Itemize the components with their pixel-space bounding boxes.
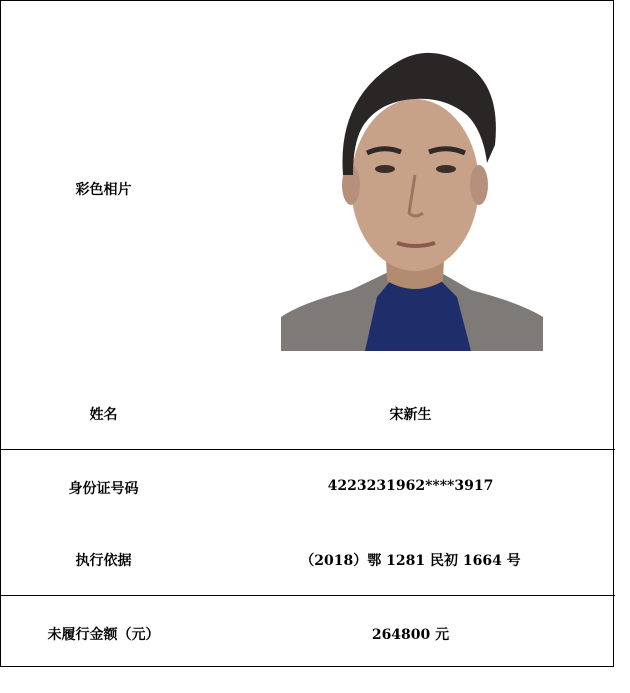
photo-label: 彩色相片	[75, 182, 132, 198]
basis-value: （2018）鄂 1281 民初 1664 号	[300, 553, 521, 569]
amount-value: 264800 元	[371, 627, 450, 643]
row-divider	[1, 595, 615, 596]
amount-label: 未履行金额（元）	[47, 627, 160, 643]
id-label: 身份证号码	[68, 481, 139, 497]
basis-label: 执行依据	[75, 553, 132, 569]
portrait-icon	[281, 35, 543, 351]
name-label: 姓名	[89, 407, 118, 423]
id-value: 4223231962****3917	[327, 478, 494, 494]
name-value: 宋新生	[389, 407, 432, 423]
portrait-photo	[281, 35, 543, 351]
row-divider	[1, 449, 615, 450]
